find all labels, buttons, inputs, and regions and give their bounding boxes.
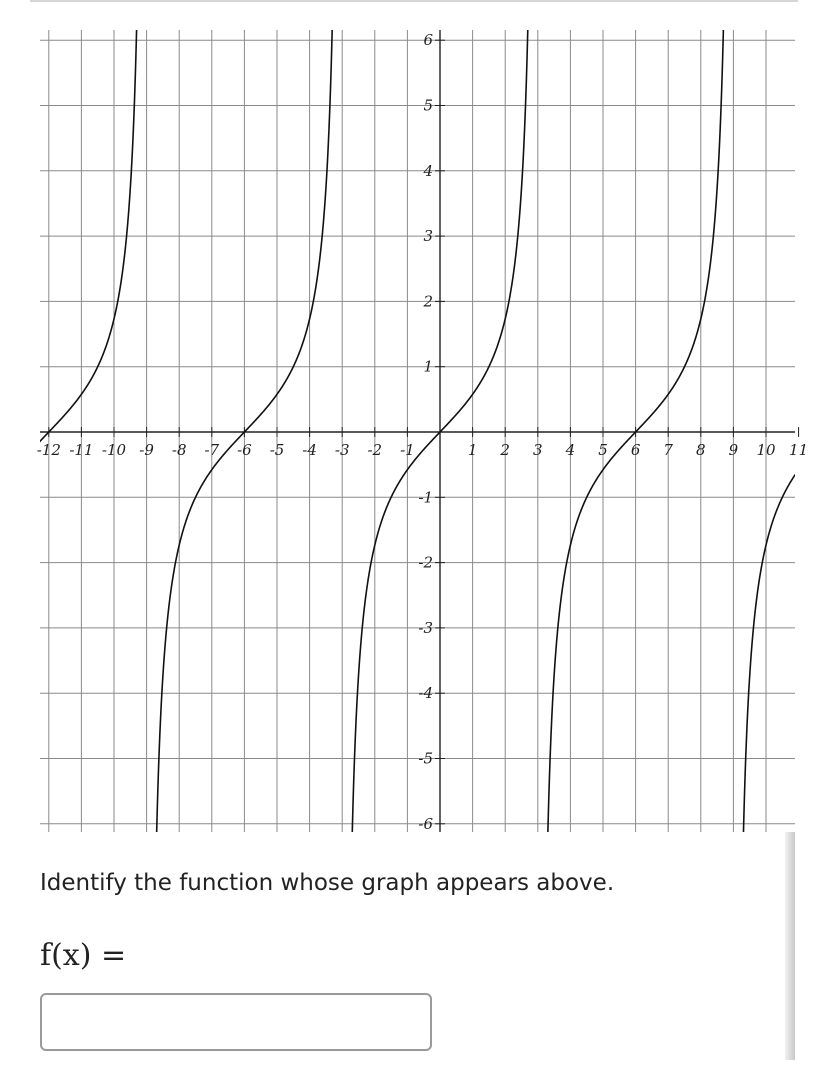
x-tick-label: -6	[237, 441, 252, 459]
x-tick-label: -2	[367, 441, 383, 459]
answer-input[interactable]	[40, 993, 432, 1051]
x-tick-label: 3	[533, 441, 543, 459]
x-tick-label: 10	[756, 441, 776, 459]
scrollbar[interactable]	[785, 832, 795, 1060]
y-tick-label: -3	[418, 618, 433, 637]
x-tick-label: 5	[598, 441, 608, 459]
x-tick-label: 7	[663, 441, 673, 459]
x-tick-label: -7	[204, 441, 220, 459]
x-tick-label: -8	[171, 441, 187, 459]
x-tick-label: -4	[302, 441, 317, 459]
y-tick-label: 1	[423, 357, 433, 376]
x-tick-label: 1	[467, 441, 478, 459]
y-tick-label: 2	[423, 292, 433, 311]
x-tick-label: 9	[728, 441, 739, 459]
x-tick-label: -1	[400, 441, 415, 459]
x-tick-label: 8	[696, 441, 706, 459]
y-tick-label: -1	[418, 488, 433, 507]
question-text: Identify the function whose graph appears above.	[40, 870, 615, 896]
y-tick-label: 4	[423, 161, 433, 180]
y-tick-label: 6	[423, 31, 433, 50]
x-tick-label: -10	[101, 441, 127, 459]
x-tick-label: 2	[500, 441, 510, 459]
x-tick-label: 4	[565, 441, 576, 459]
y-tick-label: 5	[423, 96, 433, 115]
tangent-branch	[39, 0, 147, 442]
y-tick-label: -5	[418, 749, 433, 768]
x-tick-label: 6	[630, 441, 641, 459]
x-tick-label: -5	[269, 441, 285, 459]
x-tick-label: -11	[69, 441, 94, 459]
y-tick-label: -6	[418, 814, 433, 833]
curve-branches	[36, 0, 795, 840]
tangent-branch	[733, 474, 795, 840]
function-label: f(x) =	[40, 938, 127, 973]
x-tick-label: -3	[334, 441, 350, 459]
axes	[40, 30, 795, 832]
y-tick-label: 3	[423, 227, 433, 246]
x-tick-label: -9	[139, 441, 154, 459]
x-tick-label: -12	[36, 441, 61, 459]
x-tick-label: 11	[789, 441, 809, 459]
y-tick-label: -4	[418, 684, 433, 703]
grid-lines	[40, 30, 795, 832]
y-tick-label: -2	[418, 553, 433, 572]
